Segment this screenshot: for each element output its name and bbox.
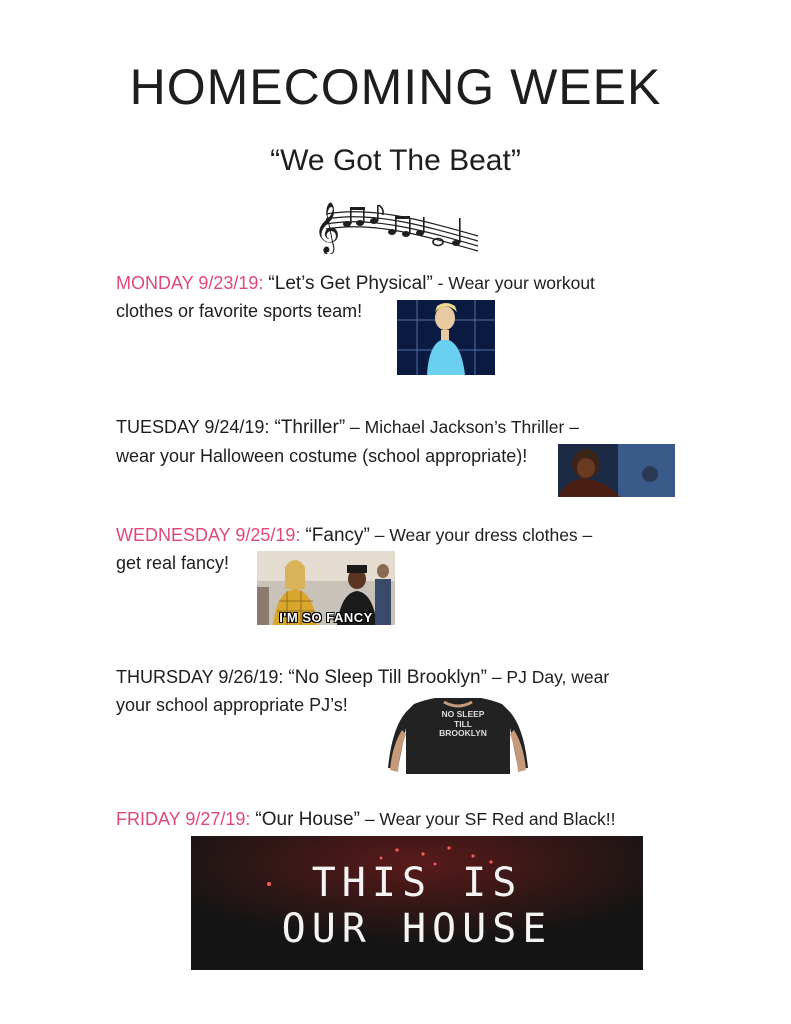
shirt-text-line1: NO SLEEP xyxy=(441,709,485,719)
thriller-photo xyxy=(558,444,675,497)
friday-day: FRIDAY 9/27/19: xyxy=(116,809,251,829)
monday-desc: Wear your workout xyxy=(448,273,595,293)
wednesday-desc: Wear your dress clothes – xyxy=(389,525,593,545)
tuesday-sep: – xyxy=(345,417,365,437)
thursday-theme: “No Sleep Till Brooklyn” xyxy=(288,667,487,688)
thursday-day: THURSDAY 9/26/19: xyxy=(116,667,284,687)
friday-theme: “Our House” xyxy=(255,809,360,830)
shirt-text-line2: TILL xyxy=(454,718,472,729)
monday-sep: - xyxy=(432,273,449,293)
page-subtitle: “We Got The Beat” xyxy=(270,144,521,177)
workout-woman-photo xyxy=(397,300,495,375)
im-so-fancy-caption: I'M SO FANCY xyxy=(279,610,373,625)
tuesday-day: TUESDAY 9/24/19: xyxy=(116,417,270,437)
thursday-sep: – xyxy=(486,667,507,687)
svg-text:𝄞: 𝄞 xyxy=(314,202,341,253)
monday-line xyxy=(116,272,595,295)
this-is-our-house-banner xyxy=(191,836,643,970)
tuesday-desc: Michael Jackson’s Thriller – xyxy=(364,417,579,437)
wednesday-line xyxy=(116,524,592,547)
banner-line2: OUR HOUSE xyxy=(281,906,553,952)
friday-line xyxy=(116,808,615,831)
monday-theme: “Let’s Get Physical” xyxy=(268,273,433,294)
im-so-fancy-photo xyxy=(257,551,395,625)
friday-sep: – xyxy=(359,809,380,829)
wednesday-desc-line2: get real fancy! xyxy=(116,553,230,573)
thursday-desc-line2: your school appropriate PJ’s! xyxy=(116,695,348,715)
tuesday-line xyxy=(116,416,579,439)
friday-desc: Wear your SF Red and Black!! xyxy=(379,809,616,829)
monday-desc-line2: clothes or favorite sports team! xyxy=(116,301,363,321)
thursday-desc: PJ Day, wear xyxy=(506,667,610,687)
banner-line1: THIS IS xyxy=(311,860,523,906)
monday-day: MONDAY 9/23/19: xyxy=(116,273,264,293)
tuesday-theme: “Thriller” xyxy=(274,417,346,438)
shirt-text-line3: BROOKLYN xyxy=(439,728,487,738)
page-title: HOMECOMING WEEK xyxy=(129,59,662,115)
wednesday-day: WEDNESDAY 9/25/19: xyxy=(116,525,301,545)
wednesday-sep: – xyxy=(369,525,390,545)
tuesday-desc-line2: wear your Halloween costume (school appropriate)! xyxy=(116,446,528,466)
music-notes-icon xyxy=(312,196,480,254)
wednesday-theme: “Fancy” xyxy=(305,525,370,546)
brooklyn-tshirt-photo xyxy=(386,698,530,776)
thursday-line xyxy=(116,666,609,689)
